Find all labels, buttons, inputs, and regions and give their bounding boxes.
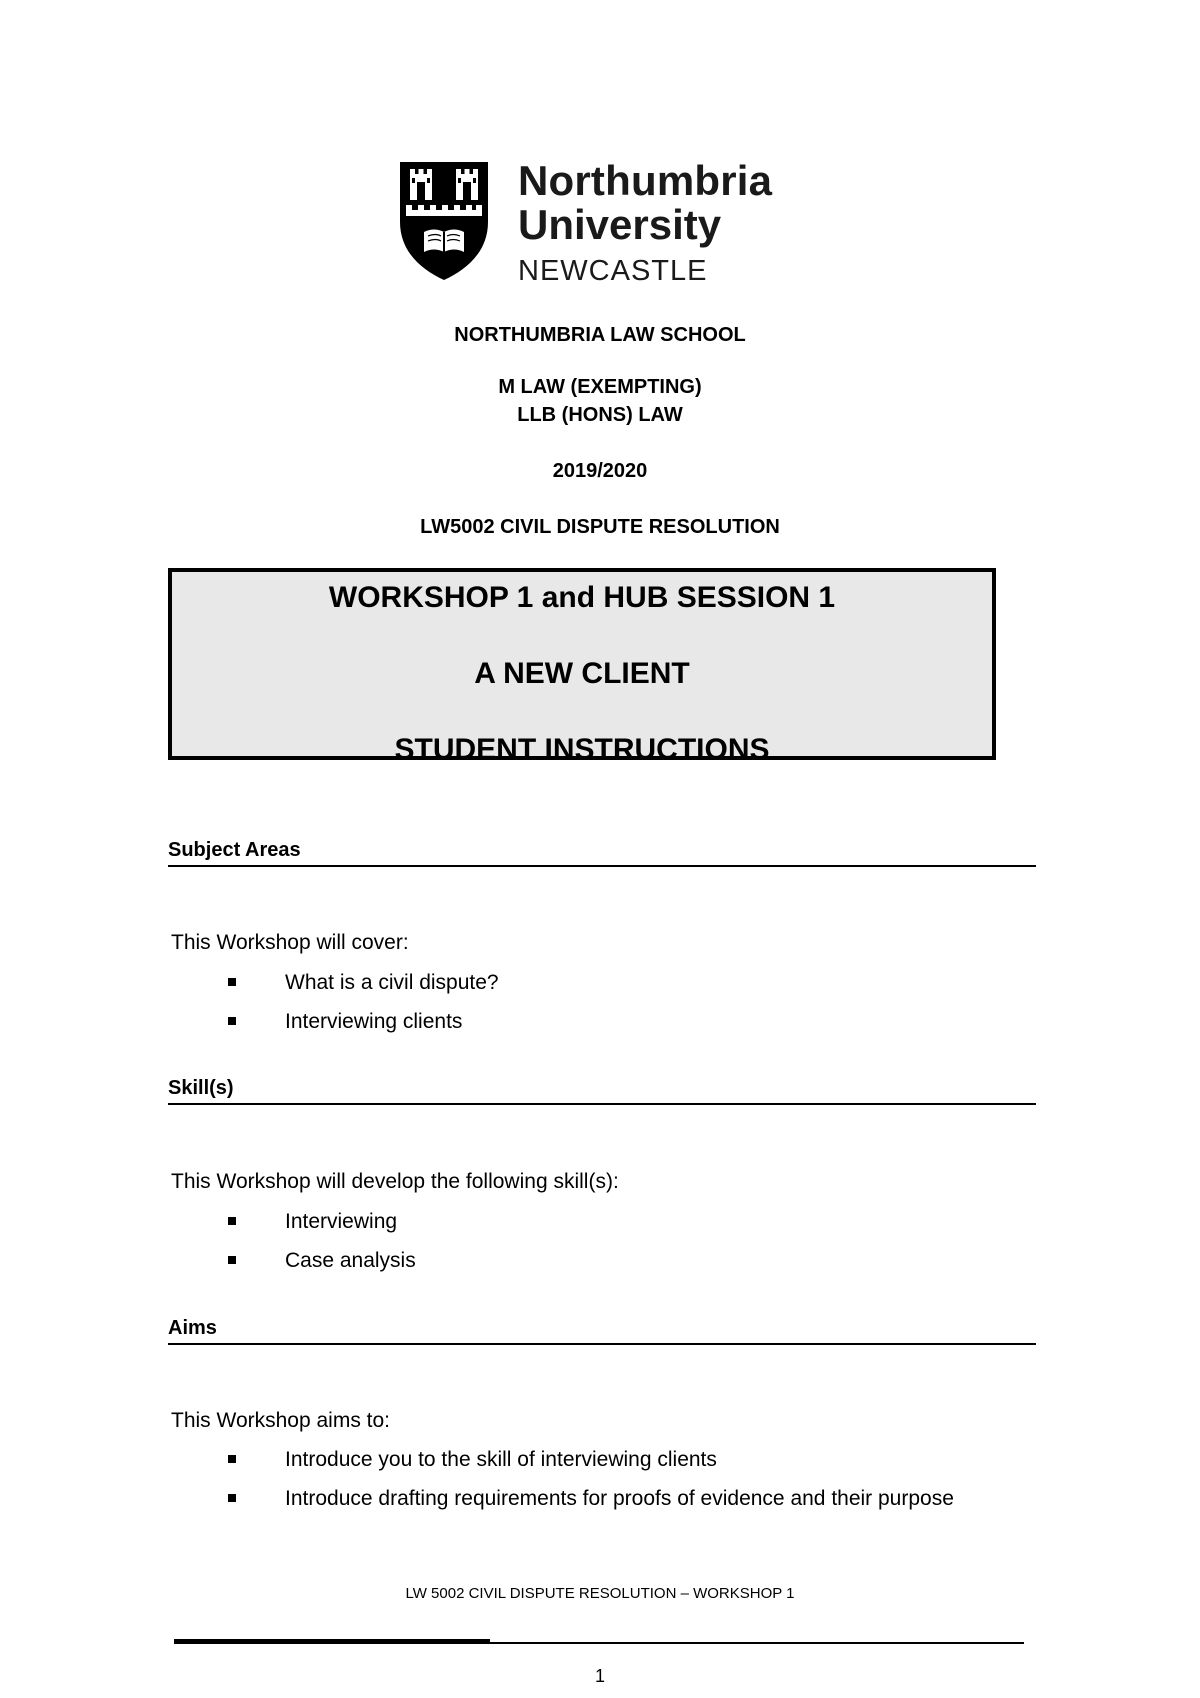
list-item-text: Introduce drafting requirements for proofs of evidence and their purpose [285,1487,954,1510]
programme-line-1: M LAW (EXEMPTING) [498,376,702,398]
list-item [228,1248,416,1274]
workshop-title-box [168,568,996,766]
list-item [228,970,499,996]
section-intro-subject-areas: This Workshop will cover: [171,931,409,954]
logo-wordmark [518,157,773,288]
module-title: LW5002 CIVIL DISPUTE RESOLUTION [420,516,780,538]
list-item [228,1447,717,1473]
logo-line-university: University [518,201,722,248]
page-footer: LW 5002 CIVIL DISPUTE RESOLUTION – WORKSHOP 1 [405,1585,795,1602]
workshop-subtitle: A NEW CLIENT [474,657,690,690]
bullet-square-icon [228,1494,236,1502]
logo-line-newcastle: NEWCASTLE [518,255,708,287]
page-number: 1 [594,1666,605,1686]
shield-crest-icon [398,160,490,282]
bullet-square-icon [228,1017,236,1025]
list-item-text: Interviewing [285,1210,398,1233]
list-item-text: Introduce you to the skill of interviewing clients [285,1448,717,1471]
section-intro-skills: This Workshop will develop the following skill(s): [171,1170,619,1193]
section-heading-skills: Skill(s) [168,1076,1036,1105]
list-item-text: Interviewing clients [285,1010,463,1033]
section-heading-subject-areas: Subject Areas [168,838,1036,867]
university-logo [398,157,778,290]
list-item [228,1486,954,1512]
list-item-text: What is a civil dispute? [285,971,499,994]
bullet-square-icon [228,1256,236,1264]
bullet-square-icon [228,1217,236,1225]
workshop-title: WORKSHOP 1 and HUB SESSION 1 [328,581,836,614]
academic-year: 2019/2020 [552,460,648,482]
list-item [228,1009,463,1035]
instructions-title: STUDENT INSTRUCTIONS [394,733,770,766]
list-item-text: Case analysis [285,1249,416,1272]
logo-line-northumbria: Northumbria [518,157,773,204]
footer-rule [174,1642,1024,1644]
list-item [228,1209,398,1235]
programme-line-2: LLB (HONS) LAW [517,404,683,426]
school-name: NORTHUMBRIA LAW SCHOOL [454,324,746,346]
bullet-square-icon [228,1455,236,1463]
section-heading-aims: Aims [168,1316,1036,1345]
section-intro-aims: This Workshop aims to: [171,1409,391,1432]
bullet-square-icon [228,978,236,986]
